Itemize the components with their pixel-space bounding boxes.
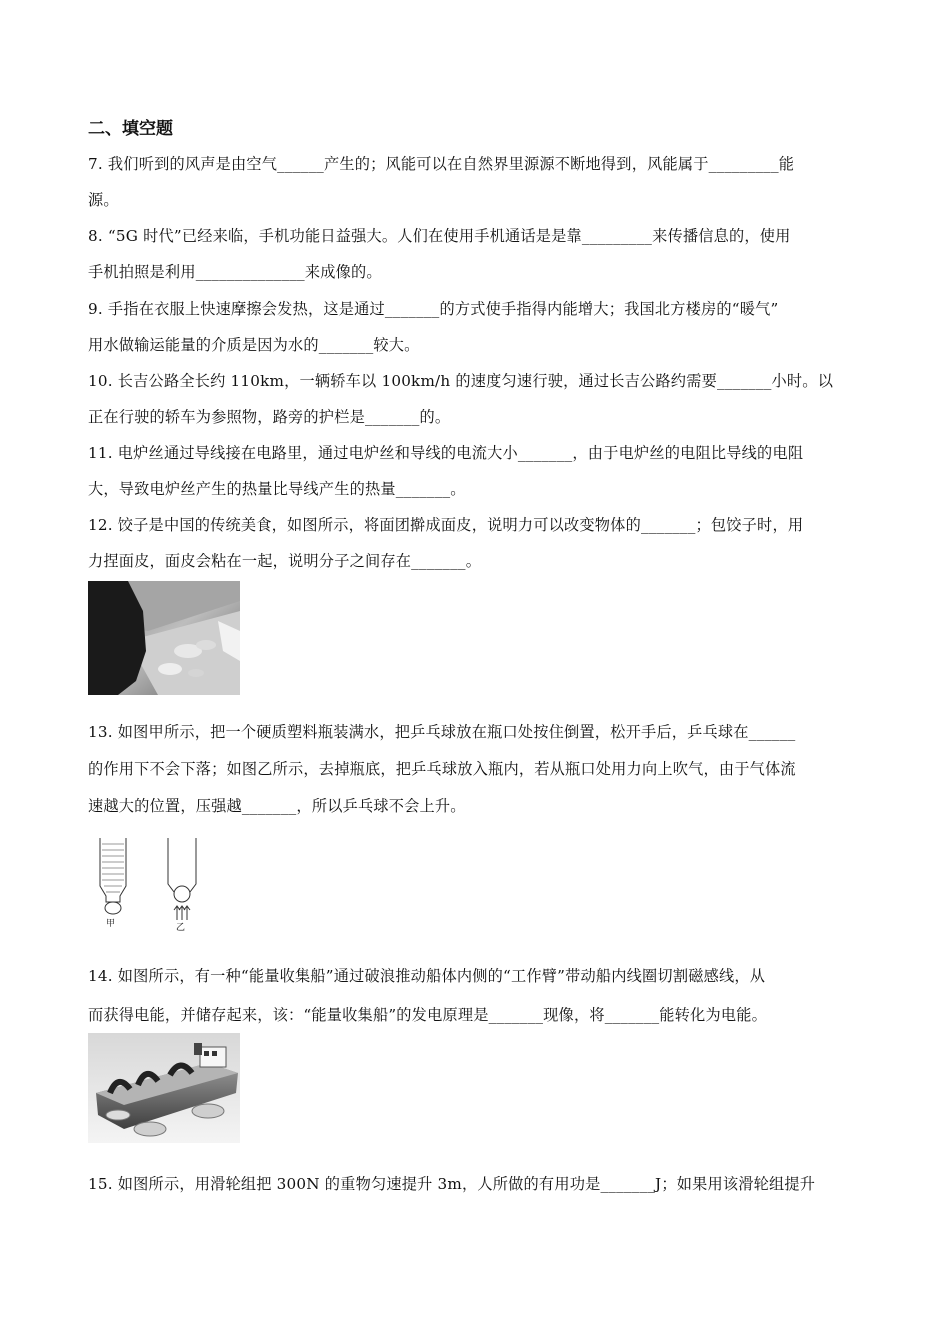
- q15-line-1: 15. 如图所示，用滑轮组把 300N 的重物匀速提升 3m，人所做的有用功是_______J；如果用该滑轮组提升: [88, 1175, 816, 1193]
- q7-line-2: 源。: [88, 191, 119, 209]
- section-title: 二、填空题: [88, 119, 173, 139]
- q14-line-2: 而获得电能，并储存起来，该：“能量收集船”的发电原理是_______现像，将_______能转化为电能。: [88, 1006, 767, 1024]
- q7-line-1: 7. 我们听到的风声是由空气______产生的；风能可以在自然界里源源不断地得到，风能属于_________能: [88, 155, 795, 173]
- q10-line-2: 正在行驶的轿车为参照物，路旁的护栏是_______的。: [88, 408, 451, 426]
- q11-line-1: 11. 电炉丝通过导线接在电路里，通过电炉丝和导线的电流大小_______，由于电炉丝的电阻比导线的电阻: [88, 444, 804, 462]
- q8-line-2: 手机拍照是利用______________来成像的。: [88, 263, 382, 281]
- q9-line-1: 9. 手指在衣服上快速摩擦会发热，这是通过_______的方式使手指得内能增大；我国北方楼房的“暖气”: [88, 300, 779, 318]
- q13-line-1: 13. 如图甲所示，把一个硬质塑料瓶装满水，把乒乓球放在瓶口处按住倒置，松开手后，乒乓球在______: [88, 723, 796, 741]
- q10-line-1: 10. 长吉公路全长约 110km，一辆轿车以 100km/h 的速度匀速行驶，通过长吉公路约需要_______小时。以: [88, 372, 834, 390]
- q13-line-3: 速越大的位置，压强越_______，所以乒乓球不会上升。: [88, 797, 466, 815]
- q8-line-1: 8. “5G 时代”已经来临，手机功能日益强大。人们在使用手机通话是是靠_________来传播信息的，使用: [88, 227, 791, 245]
- figure-label-jia: 甲: [106, 919, 116, 929]
- figure-label-yi: 乙: [176, 923, 186, 932]
- q11-line-2: 大，导致电炉丝产生的热量比导线产生的热量_______。: [88, 480, 466, 498]
- bottle-diagram: [92, 834, 212, 932]
- q12-line-2: 力捏面皮，面皮会粘在一起，说明分子之间存在_______。: [88, 552, 482, 570]
- bottle-yi: [168, 838, 196, 920]
- q14-line-1: 14. 如图所示，有一种“能量收集船”通过破浪推动船体内侧的“工作臂”带动船内线圈切割磁感线，从: [88, 967, 766, 985]
- bottle-jia: [100, 838, 126, 914]
- q12-line-1: 12. 饺子是中国的传统美食，如图所示，将面团擀成面皮，说明力可以改变物体的_______；包饺子时，用: [88, 516, 804, 534]
- energy-ship-illustration: [88, 1033, 240, 1143]
- dumpling-photo: [88, 581, 240, 695]
- q9-line-2: 用水做输运能量的介质是因为水的_______较大。: [88, 336, 420, 354]
- q13-line-2: 的作用下不会下落；如图乙所示，去掉瓶底，把乒乓球放入瓶内，若从瓶口处用力向上吹气，由于气体流: [88, 760, 796, 778]
